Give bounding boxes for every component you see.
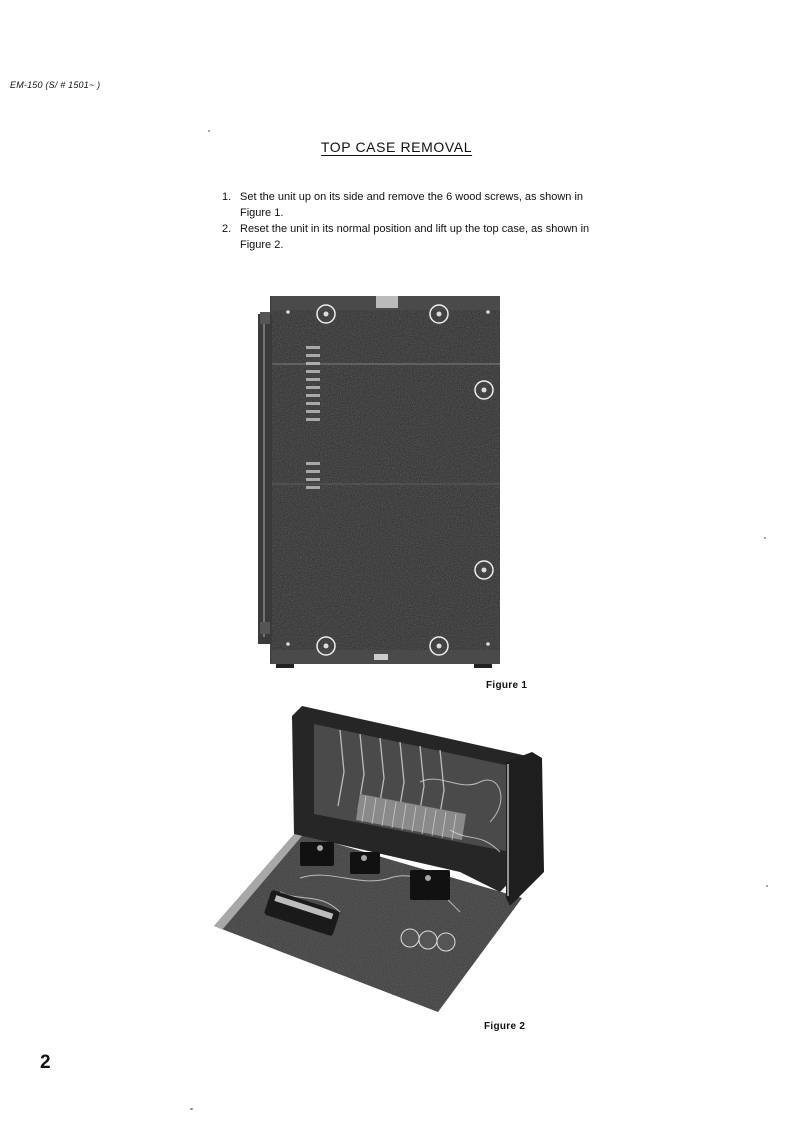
side-edge — [258, 314, 272, 644]
step-number: 1. — [222, 191, 232, 203]
step-text: Set the unit up on its side and remove the 6 wood screws, as shown in Figure 1. — [240, 191, 584, 219]
figure-1-photo — [256, 292, 504, 670]
figure-2-caption: Figure 2 — [484, 1021, 526, 1032]
instruction-list — [222, 189, 592, 253]
end-panel — [506, 752, 544, 906]
instruction-step-1 — [222, 189, 592, 221]
figure-2-photo — [210, 702, 570, 1018]
document-header-model: EM-150 (S/ # 1501~ ) — [10, 80, 101, 90]
section-title: TOP CASE REMOVAL — [320, 139, 473, 155]
scan-speck — [764, 537, 766, 539]
step-text: Reset the unit in its normal position and lift up the top case, as shown in Figure 2. — [240, 223, 590, 251]
scan-speck — [190, 1108, 193, 1110]
scan-speck — [766, 885, 768, 887]
page-number: 2 — [40, 1052, 51, 1073]
figure-1-caption: Figure 1 — [486, 680, 528, 691]
instruction-step-2 — [222, 221, 592, 253]
step-number: 2. — [222, 223, 232, 235]
scan-speck — [208, 130, 210, 132]
